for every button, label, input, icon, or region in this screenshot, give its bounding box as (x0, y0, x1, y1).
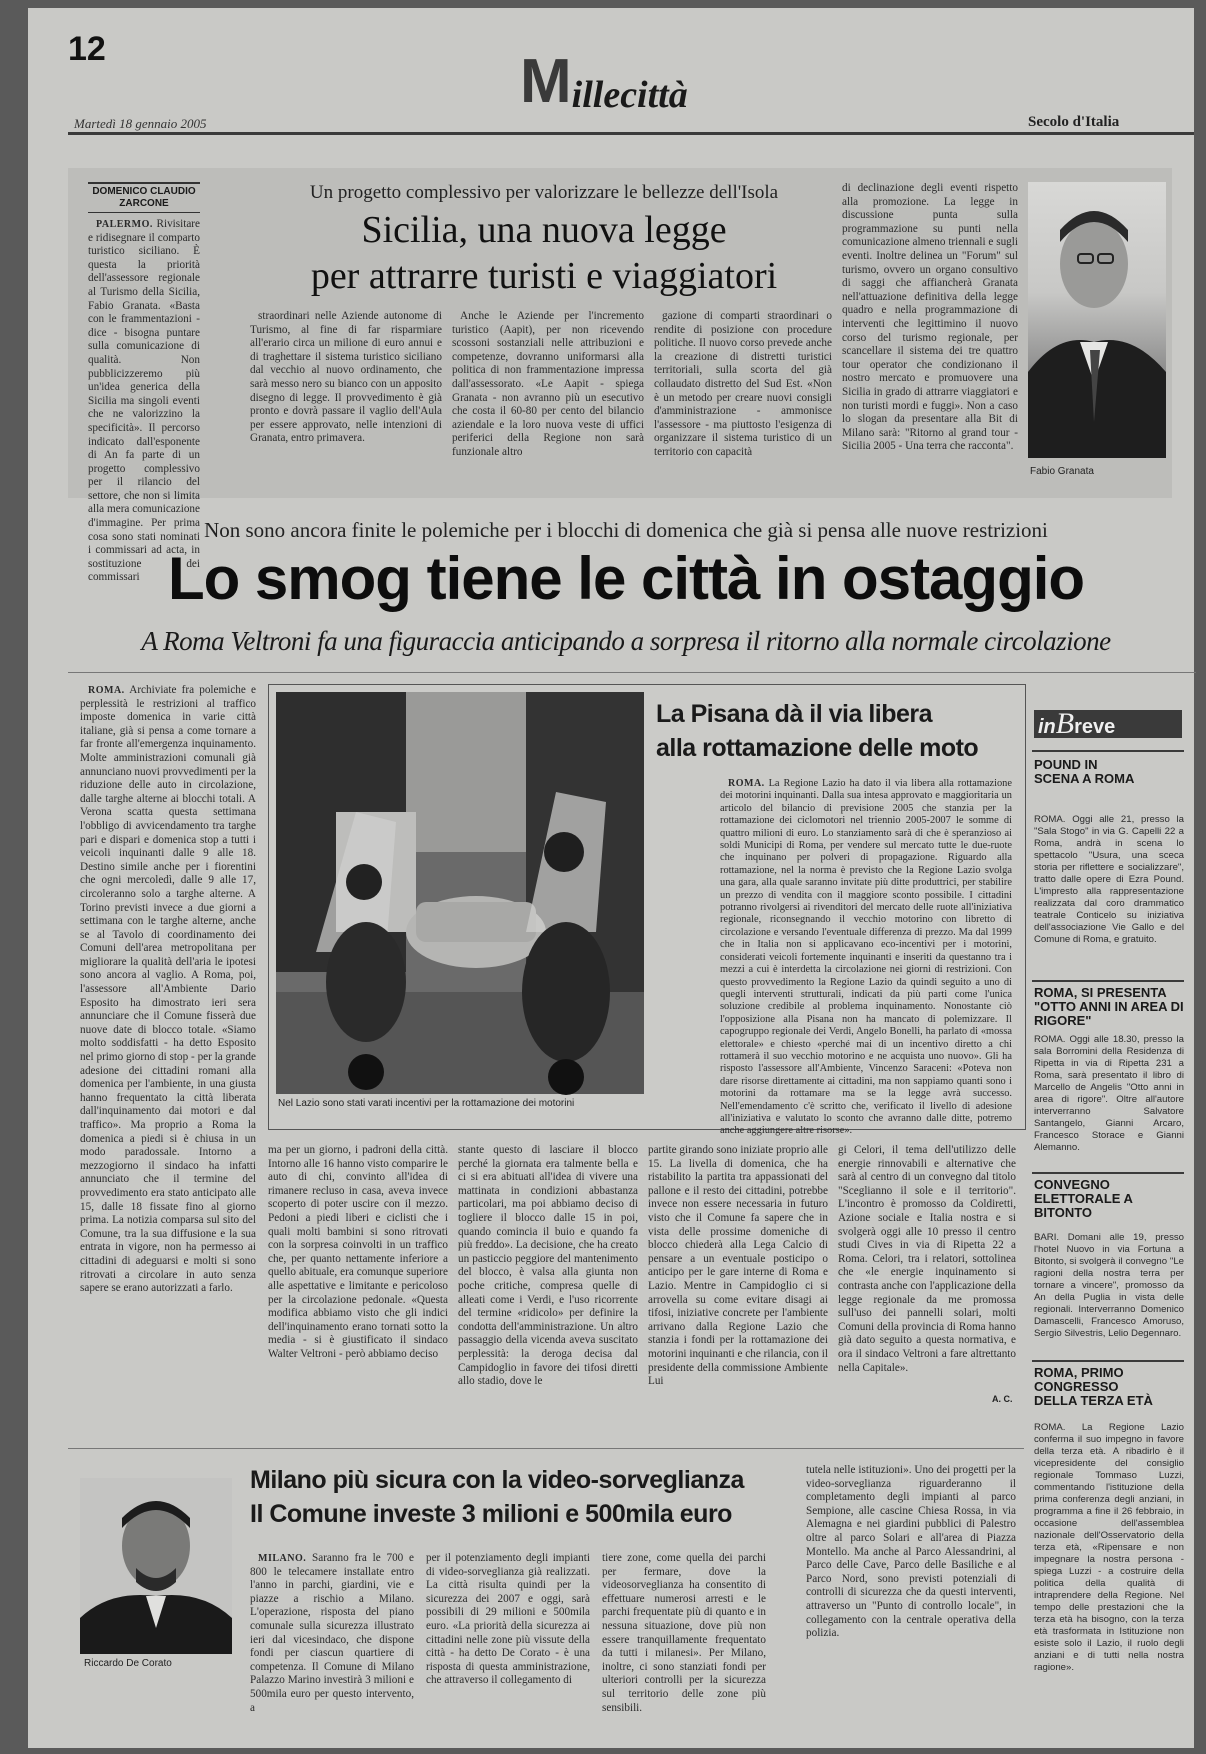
inbreve-logo-post: reve (1074, 716, 1116, 738)
sicilia-col-1 (88, 218, 200, 584)
sicilia-col-2 (250, 310, 442, 493)
page-number: 12 (68, 30, 106, 68)
smog-col-3 (458, 1144, 638, 1408)
sicilia-dateline: PALERMO. (96, 219, 153, 230)
smog-kicker: Non sono ancora finite le polemiche per i blocchi di domenica che già si pensa alle nuove restrizioni (204, 518, 1048, 542)
section-initial: M (520, 47, 572, 116)
milano-rule (68, 1448, 1024, 1449)
sicilia-col-4-text: gazione di comparti straordinari o rendite di posizione con procedure politiche. Il nuovo corso prevede anche la creazione di distretti turistici territoriali, sulla scorta del già collaudato distretto del Sud Est. «Non è un metodo per creare nuovi consigli d'amministrazione - ammonisce l'assessore - ma piuttosto l'esigenza di organizzare il sistema turistico di un territorio con capacità (654, 310, 832, 458)
smog-col-1 (80, 684, 256, 1408)
milano-col-3-text: tiere zone, come quella dei parchi per fermare, dove la videosorveglianza ha consentito di effettuare numerosi arresti e le parchi frequentate più di quanto e in nessuna situazione, dove più non essere tranquillamente frequentato da tutti i milanesi». Per Milano, inoltre, ci sono stanziati fondi per ulteriori controlli per la sicurezza sul territorio delle zone più sensibili. (602, 1552, 766, 1714)
milano-col-2-text: per il potenziamento degli impianti di video-sorveglianza già realizzati. La città risulta quindi per la sicurezza dei 2007 e oggi, sarà possibili di 29 milioni e 500mila euro. «La priorità della sicurezza ai cittadini nelle zone più vissute della città - ha detto De Corato - è una risposta di questa amministrazione, che attraverso il collegamento di (426, 1552, 590, 1687)
newspaper-page (28, 8, 1194, 1748)
smog-col-2-text: ma per un giorno, i padroni della città. Intorno alle 16 hanno visto comparire le auto di chi, convinto all'idea di rimanere recluso in casa, aveva invece scoperto di poter uscire con il mezzo. Pedoni a piedi liberi e ciclisti che i quali molti bambini si sono ritrovati con la sorpresa coinvolti in un traffico che, per quanto nettamente inferiore a quello abituale, era comunque superiore alle aspettative e limitante e pericoloso per la circolazione pedonale. «Questa modifica abbiamo visto che gli indici dell'inquinamento erano tornati sotto la media - si è giustificato il sindaco Walter Veltroni - però abbiamo deciso (268, 1144, 448, 1360)
smog-col-3-text: stante questo di lasciare il blocco perché la giornata era talmente bella e ci si era abituati all'idea di vivere una mattinata in condizioni abbastanza particolari, ma poi abbiamo deciso di togliere il blocco dalle 15 in poi, quando comincia il buio e quando fa più freddo». La decisione, che ha creato un pasticcio peggiore del mantenimento del blocco, è valsa alla giunta non poche critiche, compresa quelle di alleati come i Verdi, e l'uso ricorrente del termine «ridicolo» per definire la condotta dell'amministrazione. Un altro passaggio della vicenda aveva suscitato perplessità: la deroga decisa dal Campidoglio in favore dei tifosi diretti allo stadio, dove le (458, 1144, 638, 1388)
inbreve-rule-4 (1032, 1360, 1184, 1362)
sicilia-title-1: Sicilia, una nuova legge (361, 209, 727, 251)
inbreve-item-3-text: BARI. Domani alle 19, presso l'hotel Nuovo in via Fortuna a Bitonto, si svolgerà il convegno "Le ragioni della nostra terra per tornare a vincere", promosso da An della Puglia in vista delle regionali. Interverranno Domenico Damascelli, Francesco Amoruso, Sergio Silvestris, Lelio Degennaro. (1034, 1232, 1184, 1339)
sicilia-title-2: per attrarre turisti e viaggiatori (310, 255, 778, 297)
smog-col-4 (648, 1144, 828, 1408)
smog-col-4-text: partite girando sono iniziate proprio alle 15. La livella di domenica, che ha ristabilito la partita tra appassionati del pallone e il resto dei cittadini, potrebbe invece non essere necessaria in futuro visto che il Comune fa sapere che in vista delle prossime domeniche di blocco chiederà alla Lega Calcio di pensare a un eventuale posticipo o anticipo per le gare interne di Roma e Lazio. Mentre in Campidoglio ci si arrovella su come evitare disagi ai tifosi, iniziative concrete per l'ambiente arrivano dalla Regione Lazio che stanzia i fondi per la rottamazione dei motorini inquinanti e che rilancia, con il presidente della commissione Ambiente Lui (648, 1144, 828, 1388)
newspaper-name: Secolo d'Italia (1028, 114, 1120, 130)
sicilia-col-4 (654, 310, 832, 493)
inbreve-item-4-text: ROMA. La Regione Lazio conferma il suo impegno in favore della terza età. A ribadirlo è il vicepresidente del consiglio regionale Tommaso Luzzi, commentando l'istituzione della prima conferenza degli anziani, in programma a fine il 26 febbraio, in occasione dell'assemblea nazionale dell'Osservatorio della terza età, «Ripensare e non impegnare la nostra persona - spiega Luzzi - a costruire della politica della qualità di intraprendere della Regione. Nel tempo delle prestazioni che la terza età ha bisogno, con la terza età trasformata in Istituzione non esiste solo il Lazio, il ruolo degli anziani e di tutti nella nostra ragione». (1034, 1422, 1184, 1673)
section-title (520, 46, 688, 117)
inbreve-item-3-title: CONVEGNO ELETTORALE A BITONTO (1034, 1177, 1133, 1220)
masthead-rule (68, 132, 1194, 135)
sicilia-kicker: Un progetto complessivo per valorizzare le bellezze dell'Isola (309, 182, 779, 203)
inbreve-rule-3 (1032, 1172, 1184, 1174)
pisana-body-text: La Regione Lazio ha dato il via libera alla rottamazione dei motorini inquinanti. Dalla sua intesa approvato e maggioritaria un articolo del bilancio di previsione 2005 che stanzia per la rottamazione dei ciclomotori nel triennio 2005-2007 le somme di quattro milioni di euro. Lo stanziamento sarà di che è speranzioso ai soldi Municipi di Roma, per vendere sul mercato tutte le due-ruote che inquinano per polveri di propagazione. Riguardo alla rottamazione, nel la norma è previsto che la Regione Lazio svolga una gara, alla quale saranno invitate più ditte produttrici, per stabilire un prezzo di vendita con il maggiore sconto possibile. I cittadini potranno rivolgersi ai rivenditori del mercato delle ruote all'iniziativa regionale, riconsegnando il vecchio motorino con libretto di circolazione e versando l'eventuale differenza di prezzo. Ma dal 1999 che in Italia non si applicavano eco-incentivi per i motorini, considerati veicoli fortemente inquinanti e inseriti da questanno tra i mezzi a cui è interdetta la circolazione nei giorni di restrizioni. Con questo provvedimento la Regione Lazio da quindi seguito a uno di quegli interventi strutturali, indicati da più parti come l'unica soluzione credibile al problema inquinamento. Nonostante ciò l'opposizione alla Pisana non ha mancato di polemizzare. Il capogruppo regionale dei Verdi, Angelo Bonelli, ha parlato di «mossa elettorale» e chiesto «perché mai di un incentivo diretto a chi rottamerà il suo vecchio motorino e ne acquista uno nuovo». Gli ha risposto l'assessore all'Ambiente, Vincenzo Saraceni: «Poteva non dare risorse direttamente ai cittadini, ma non sappiamo quanti sono i motorini da rottamare ma se la legge avrà successo. Nell'emendamento c'è scritto che, verificato il livello di adesione all'iniziativa e valutato lo sconto che avranno dalle ditte, potremo anche aggiungere altre risorse». (720, 778, 1012, 1137)
sicilia-col-2-text: straordinari nelle Aziende autonome di Turismo, al fine di far risparmiare all'erario circa un milione di euro annui e di traghettare il sistema turistico siciliano dal vecchio al nuovo ordinamento, che sarà messo nero su bianco con un apposito disegno di legge. Il provvedimento è già pronto e dovrà passare il vaglio dell'Aula per essere approvato, nelle intenzioni di Granata, entro primavera. (250, 310, 442, 445)
pisana-body (720, 778, 1012, 1137)
inbreve-logo (1034, 707, 1182, 740)
inbreve-item-1-text: ROMA. Oggi alle 21, presso la "Sala Stogo" in via G. Capelli 22 a Roma, andrà in scena lo spettacolo "Usura, una sceca storia per riflettere e socializzare", tratto dalle opere di Ezra Pound. L'impresto alla rappresentazione realizzata dal coro drammatico teatrale Conticelo su iniziativa dell'associazione Vie Gallo e del Comune di Roma, e gratuito. (1034, 814, 1184, 945)
smog-rule (68, 672, 1196, 673)
scooter-scene (276, 692, 644, 1094)
sicilia-col-3 (452, 310, 644, 493)
smog-title: Lo smog tiene le città in ostaggio (167, 545, 1085, 612)
granata-portrait (1028, 182, 1166, 458)
inbreve-item-2-text: ROMA. Oggi alle 18.30, presso la sala Borromini della Residenza di Ripetta in via di Ripetta 231 a Roma, sarà presentato il libro di Marcello de Angelis "Otto anni in area di rigore". Oltre all'autore interverranno Salvatore Santangelo, Gianni Arcaro, Francesco Storace e Gianni Alemanno. (1034, 1034, 1184, 1153)
pisana-title-1: La Pisana dà il via libera (656, 700, 933, 728)
granata-photo (1028, 182, 1166, 458)
section-rest: illecittà (571, 74, 688, 116)
smog-subtitle: A Roma Veltroni fa una figuraccia anticipando a sorpresa il ritorno alla normale circolazione (141, 626, 1111, 656)
smog-signature: A. C. (992, 1394, 1013, 1404)
granata-caption: Fabio Granata (1030, 466, 1094, 477)
issue-date: Martedì 18 gennaio 2005 (74, 116, 207, 131)
smog-dateline: ROMA. (88, 685, 125, 696)
sicilia-byline: DOMENICO CLAUDIO ZARCONE (88, 182, 200, 213)
milano-dateline: MILANO. (258, 1553, 307, 1564)
smog-col-1-text: Archiviate fra polemiche e perplessità le restrizioni al traffico imposte domenica in varie città italiane, già si pensa a come tornare a far fronte all'emergenza inquinamento. Molte amministrazioni comunali già annunciano nuovi provvedimenti per la riduzione delle auto in circolazione, dalle targhe alterne ai blocchi totali. A Verona scatta questa settimana l'obbligo di avvicendamento tra targhe pari e dispari e domenica stop a tutti i veicoli inquinanti dalle 9 alle 18. Destino simile anche per i fiorentini che ogni mercoledì, dalle 9 alle 17, circoleranno solo a targhe alterne. A Torino previsti invece a due giorni a settimana con le targhe alterne, anche se al Tavolo di coordinamento dei Comuni dell'area metropolitana per migliorare la qualità dell'aria le ipotesi sono ancora al vaglio. A Roma, poi, l'assessore all'Ambiente Dario Esposito ha dimostrato ieri sera annunciare che il Comune fisserà due nuove date di blocco totale. «Siamo molto soddisfatti - ha detto Esposito nel primo giorno di stop - per la grande adesione dei cittadini romani alla domenica per l'ambiente, in una giusta hanno frequentato la città liberata dall'inquinamento dai motori e dal traffico». Ma proprio a Roma la domenica a piedi si è chiusa in un modo paradossale. Intorno a mezzogiorno il sindaco ha infatti annunciato che il termine del provvedimento era stato anticipato alle 15, dalle 18 fissate fino al giorno prima. La notizia comparsa sul sito del Comune, tra la sua diffusione e la sua entrata in vigore, non ha permesso ai cittadini di adeguarsi e molti si sono ritrovati a circolare in auto senza sapere se erano autorizzati a farlo. (80, 684, 256, 1295)
scooter-photo (276, 692, 644, 1094)
inbreve-rule-2 (1032, 980, 1184, 982)
inbreve-item-2-title: ROMA, SI PRESENTA "OTTO ANNI IN AREA DI RIGORE" (1034, 985, 1184, 1028)
smog-col-5-text: gi Celori, il tema dell'utilizzo delle energie rinnovabili e alternative che sarà al centro di un convegno dal titolo "Sceglianno il sole e il territorio". L'incontro è promosso da Coldiretti, Azione sociale e Italia nostra e si svolgerà oggi alle 10 presso il centro studi Cives in via di Ripetta 22 a Roma. Celori, tra i relatori, sottolinea che «le energie inquinamento si contrasta anche con l'applicazione della legge regionale da me promossa sull'uso dei pannelli solari, molti Comuni della provincia di Roma hanno già dato seguito a questa normativa, e ora il sindaco Veltroni a fare altrettanto nella Capitale». (838, 1144, 1016, 1374)
inbreve-logo-b: B (1055, 707, 1075, 740)
milano-col-1 (250, 1552, 415, 1714)
inbreve-rule-1 (1032, 750, 1184, 752)
milano-title-2: Il Comune investe 3 milioni e 500mila euro (250, 1500, 732, 1528)
sicilia-col-5 (842, 182, 1018, 493)
smog-col-2 (268, 1144, 448, 1408)
milano-col-4 (806, 1464, 1016, 1702)
decorato-caption: Riccardo De Corato (84, 1658, 172, 1669)
milano-col-1-text: Saranno fra le 700 e 800 le telecamere installate entro l'anno in parchi, giardini, vie e piazze a rischio a Milano. L'operazione, risposta del piano comunale sulla sicurezza illustrato ieri dal vicesindaco, che dispone fondi per ciascun quartiere di competenza. Il Comune di Milano Palazzo Marino investirà 3 milioni e 500mila euro per questo intervento, a (250, 1552, 415, 1714)
pisana-title-2: alla rottamazione delle moto (656, 734, 979, 762)
milano-col-2 (426, 1552, 590, 1702)
milano-col-3 (602, 1552, 766, 1714)
sicilia-col-5-text: di declinazione degli eventi rispetto alla promozione. La legge in discussione punta sulla programmazione su punti nella comunicazione almeno triennali e sugli eventi. Inoltre delinea un "Forum" sul turismo, ovvero un organo consultivo di saggi che affiancherà Granata nell'attuazione definitiva della legge quadro e nella programmazione di interventi che legittimino il nuovo corso del turismo regionale, per scancellare il sistema dei tre quattro tour operator che condizionano il nostro mercato e promuovere una Sicilia in grado di attrarre viaggiatori e non turisti mordi e fuggi». Non a caso lo slogan da presentare alla Bit di Milano sarà: "Ritorno al grand tour - Sicilia 2005 - Una terra che racconta". (842, 182, 1018, 453)
sicilia-col-1-text: Rivisitare e ridisegnare il comparto turistico siciliano. È questa la priorità dell'assessore regionale al Turismo della Sicilia, Fabio Granata. «Basta con le frammentazioni - dice - bisogna puntare sulla comunicazione di qualità. Non pubblicizzeremo più un'idea generica della Sicilia ma singoli eventi che ne valorizzino la specificità». Il percorso indicato dall'esponente di An fa parte di un progetto complessivo per il rilancio del settore, che non si limita alla mera comunicazione d'immagine. Per prima cosa sono stati nominati i commissari ad acta, in sostituzione dei commissari (88, 218, 200, 584)
decorato-portrait (80, 1478, 232, 1654)
inbreve-item-1-title: POUND IN SCENA A ROMA (1034, 757, 1135, 786)
inbreve-logo-pre: in (1038, 716, 1056, 738)
decorato-photo (80, 1478, 232, 1654)
scooter-caption: Nel Lazio sono stati varati incentivi per la rottamazione dei motorini (278, 1098, 575, 1109)
pisana-dateline: ROMA. (728, 778, 765, 789)
milano-title-1: Milano più sicura con la video-sorveglianza (250, 1466, 744, 1494)
milano-col-4-text: tutela nelle istituzioni». Uno dei progetti per la video-sorveglianza riguarderanno il completamento degli impianti al parco Sempione, alle cascine Chiesa Rossa, in via Alemagna e nei giardini pubblici di Palestro oltre al parco Solari e all'area di Piazza Montello. Ma anche al Parco Alessandrini, al Parco delle Cave, Parco delle Basiliche e al Parco Nord, sono previsti potenziali di controlli di sicurezza che da questi interventi, attraverso un "Punto di controllo locale", in collegamento con la centrale operativa della polizia. (806, 1464, 1016, 1640)
inbreve-item-4-title: ROMA, PRIMO CONGRESSO DELLA TERZA ETÀ (1034, 1365, 1153, 1408)
sicilia-col-3-text: Anche le Aziende per l'incremento turistico (Aapit), per non ricevendo scossoni sostanziali nelle attribuzioni e competenze, dovranno uniformarsi alla politica di non frammentazione impressa dall'assessorato. «Le Aapit - spiega Granata - non avranno più un esecutivo che costa il 60-80 per cento del bilancio aziendale e la loro nuova veste di uffici periferici della Regione non sarà funzionale altro (452, 310, 644, 458)
smog-col-5 (838, 1144, 1016, 1394)
